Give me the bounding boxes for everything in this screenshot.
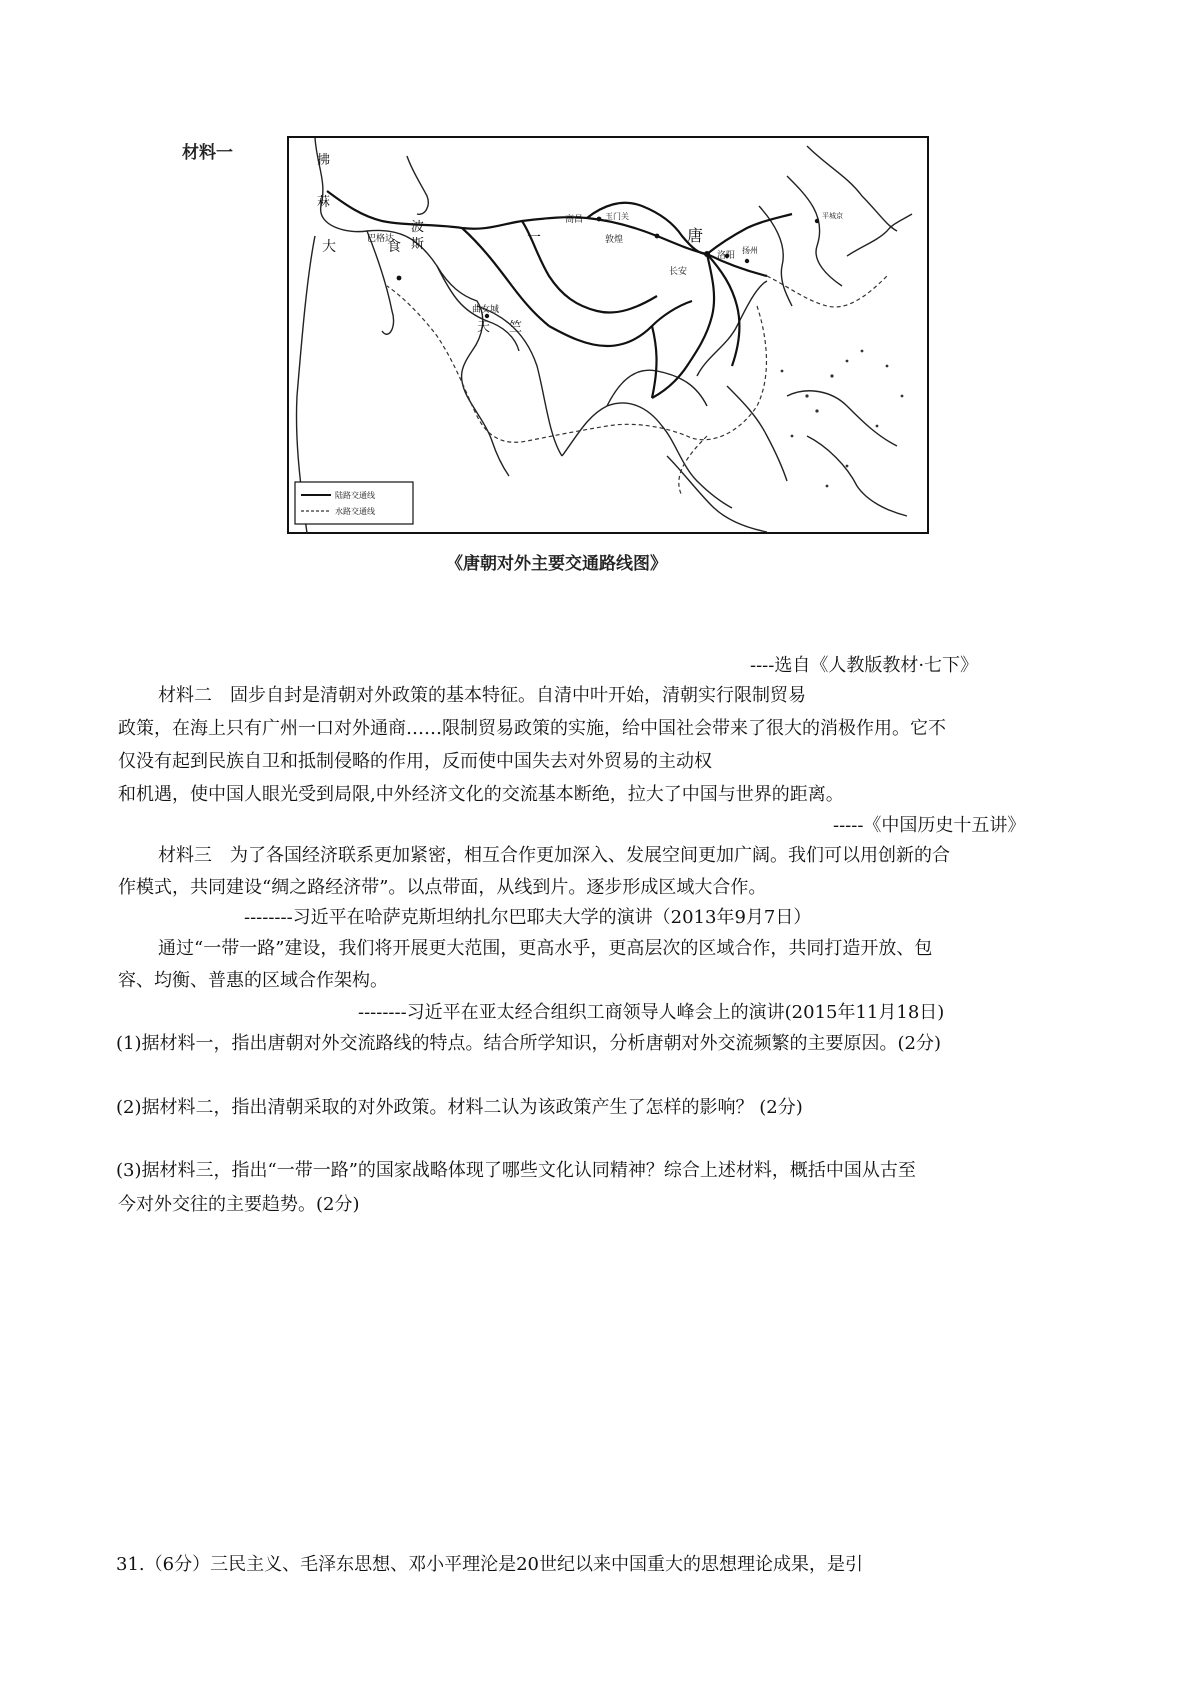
map-label-tian: 天: [477, 320, 491, 335]
map-label-luoyang: 洛阳: [717, 251, 736, 261]
map-label-fulin-1: 拂: [317, 153, 331, 168]
map-label-city-japan: 平城京: [822, 212, 843, 220]
material-one-label: 材料一: [182, 143, 233, 163]
map-label-zhu: 竺: [509, 320, 523, 335]
material-three-source-1: --------习近平在哈萨克斯坦纳扎尔巴耶夫大学的演讲（2013年9月7日）: [244, 907, 812, 928]
map-label-changan: 长安: [669, 267, 688, 277]
map-label-fulin-2: 菻: [317, 195, 331, 210]
map-label-gaochang: 高昌: [565, 215, 584, 225]
material-two-line-2: 政策，在海上只有广州一口对外通商……限制贸易政策的实施，给中国社会带来了很大的消极作用。它不: [118, 718, 946, 739]
map-label-yangzhou: 扬州: [742, 246, 758, 255]
legend-sea-route: 水路交通线: [335, 507, 375, 516]
question-1: (1)据材料一，指出唐朝对外交流路线的特点。结合所学知识，分析唐朝对外交流频繁的主要原因。(2分): [116, 1033, 941, 1054]
material-three-source-2: --------习近平在亚太经合组织工商领导人峰会上的演讲(2015年11月18日): [358, 1002, 945, 1023]
map-label-baghdad: 巴格达: [367, 234, 395, 244]
map-label-yi: 一: [527, 230, 541, 246]
material-one-source: ----选自《人教版教材·七下》: [750, 655, 979, 676]
map-caption: 《唐朝对外主要交通路线图》: [446, 554, 667, 574]
map-label-tang: 唐: [687, 226, 704, 245]
material-two-source: -----《中国历史十五讲》: [833, 815, 1026, 836]
map-label-yumenguan: 玉门关: [605, 212, 629, 221]
map-legend: [295, 482, 413, 524]
map-label-dashi-1: 大: [322, 239, 336, 255]
legend-land-route: 陆路交通线: [335, 491, 375, 500]
question-3-line-1: (3)据材料三，指出“一带一路”的国家战略体现了哪些文化认同精神？综合上述材料，概括中国从古至: [116, 1160, 916, 1181]
material-two-line-1: 材料二 固步自封是清朝对外政策的基本特征。自清中叶开始，清朝实行限制贸易: [158, 685, 806, 706]
material-three-line-1: 材料三 为了各国经济联系更加紧密，相互合作更加深入、发展空间更加广阔。我们可以用创新的合: [158, 845, 950, 866]
material-two-line-3: 仅没有起到民族自卫和抵制侵略的作用，反而使中国失去对外贸易的主动权: [118, 751, 712, 772]
question-31-stem: 31.（6分）三民主义、毛泽东思想、邓小平理沦是20世纪以来中国重大的思想理论成果，是引: [116, 1554, 863, 1575]
map-label-bosi-2: 斯: [411, 237, 425, 252]
material-three-line-4: 容、均衡、普惠的区域合作架构。: [118, 970, 388, 991]
map-label-bosi-1: 波: [411, 220, 425, 235]
tang-route-map: [287, 136, 929, 534]
material-three-line-3: 通过“一带一路”建设，我们将开展更大范围，更高水乎，更高层次的区域合作，共同打造开放、包: [158, 938, 933, 959]
map-label-dashi-2: 食: [387, 239, 401, 255]
material-two-line-4: 和机遇，使中国人眼光受到局限,中外经济文化的交流基本断绝，拉大了中国与世界的距离。: [118, 784, 844, 805]
map-label-qunucheng: 曲女城: [472, 305, 500, 315]
material-three-line-2: 作模式，共同建设“绸之路经济带”。以点带面，从线到片。逐步形成区域大合作。: [118, 877, 767, 898]
question-3-line-2: 今对外交往的主要趋势。(2分): [118, 1194, 360, 1215]
map-label-dunhuang: 敦煌: [605, 235, 624, 245]
question-2: (2)据材料二，指出清朝采取的对外政策。材料二认为该政策产生了怎样的影响？ (2分): [116, 1097, 803, 1118]
